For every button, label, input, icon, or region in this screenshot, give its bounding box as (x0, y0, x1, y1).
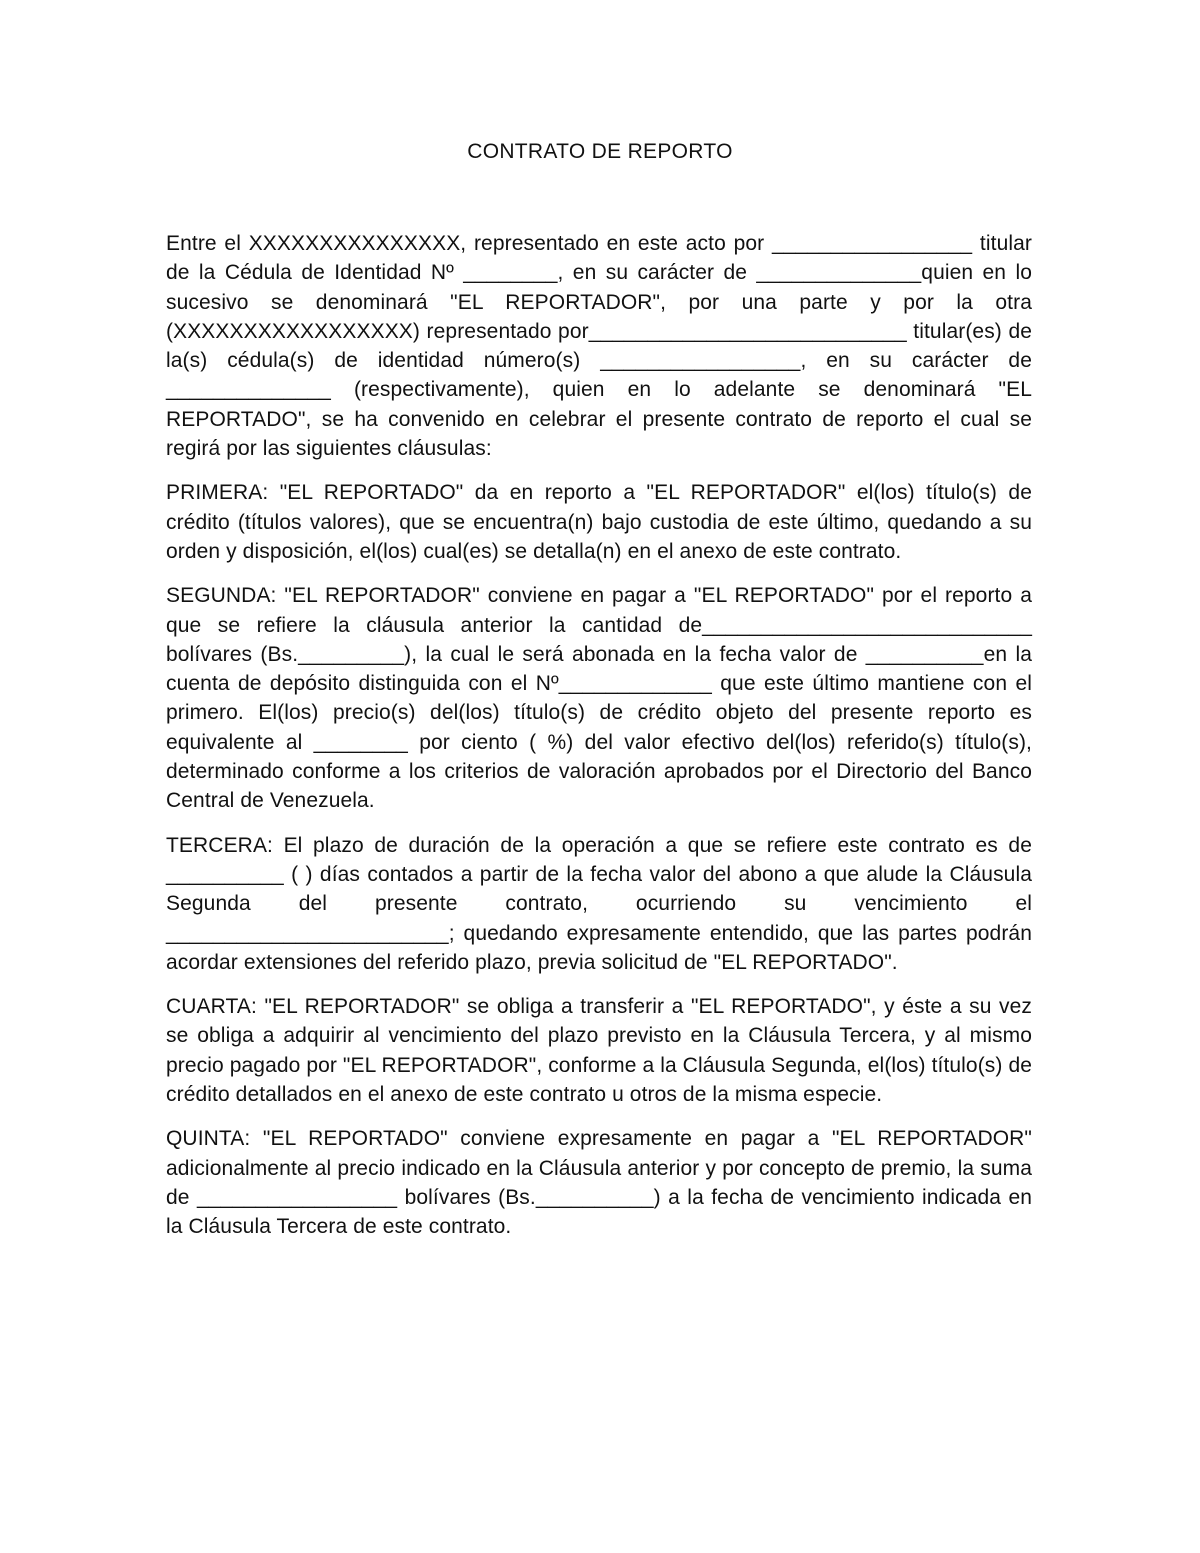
paragraph-quinta: QUINTA: "EL REPORTADO" conviene expresamente en pagar a "EL REPORTADOR" adicionalmente al precio indicado en la Cláusula anterior y por concepto de premio, la suma de _________________ bolívares (Bs.__________) a la fecha de vencimiento indicada en la Cláusula Tercera de este contrato. (166, 1127, 1032, 1239)
paragraph-intro: Entre el XXXXXXXXXXXXXXX, representado en este acto por _________________ titular de la Cédula de Identidad Nº ________, en su carácter de ______________quien en lo sucesivo se denominará "EL REPORTADOR", por una parte y por la otra (XXXXXXXXXXXXXXXXX) representado por___________________________ titular(es) de la(s) cédula(s) de identidad número(s) _________________, en su carácter de ______________ (respectivamente), quien en lo adelante se denominará "EL REPORTADO", se ha convenido en celebrar el presente contrato de reporto el cual se regirá por las siguientes cláusulas: (166, 232, 1032, 461)
paragraph-primera: PRIMERA: "EL REPORTADO" da en reporto a "EL REPORTADOR" el(los) título(s) de crédito (títulos valores), que se encuentra(n) bajo custodia de este último, quedando a su orden y disposición, el(los) cual(es) se detalla(n) en el anexo de este contrato. (166, 481, 1032, 563)
paragraph-segunda: SEGUNDA: "EL REPORTADOR" conviene en pagar a "EL REPORTADO" por el reporto a que se refiere la cláusula anterior la cantidad de____________________________ bolívares (Bs._________), la cual le será abonada en la fecha valor de __________en la cuenta de depósito distinguida con el Nº_____________ que este último mantiene con el primero. El(los) precio(s) del(los) título(s) de crédito objeto del presente reporto es equivalente al ________ por ciento ( %) del valor efectivo del(los) referido(s) título(s), determinado conforme a los criterios de valoración aprobados por el Directorio del Banco Central de Venezuela. (166, 584, 1032, 813)
document-body (166, 229, 1032, 1257)
paragraph-tercera: TERCERA: El plazo de duración de la operación a que se refiere este contrato es de __________ ( ) días contados a partir de la fecha valor del abono a que alude la Cláusula Segunda del presente contrato, ocurriendo su vencimiento el ________________________; quedando expresamente entendido, que las partes podrán acordar extensiones del referido plazo, previa solicitud de "EL REPORTADO". (166, 833, 1032, 974)
document-title: CONTRATO DE REPORTO (467, 140, 733, 163)
paragraph-cuarta: CUARTA: "EL REPORTADOR" se obliga a transferir a "EL REPORTADO", y éste a su vez se obliga a adquirir al vencimiento del plazo previsto en la Cláusula Tercera, y al mismo precio pagado por "EL REPORTADOR", conforme a la Cláusula Segunda, el(los) título(s) de crédito detallados en el anexo de este contrato u otros de la misma especie. (166, 995, 1032, 1107)
